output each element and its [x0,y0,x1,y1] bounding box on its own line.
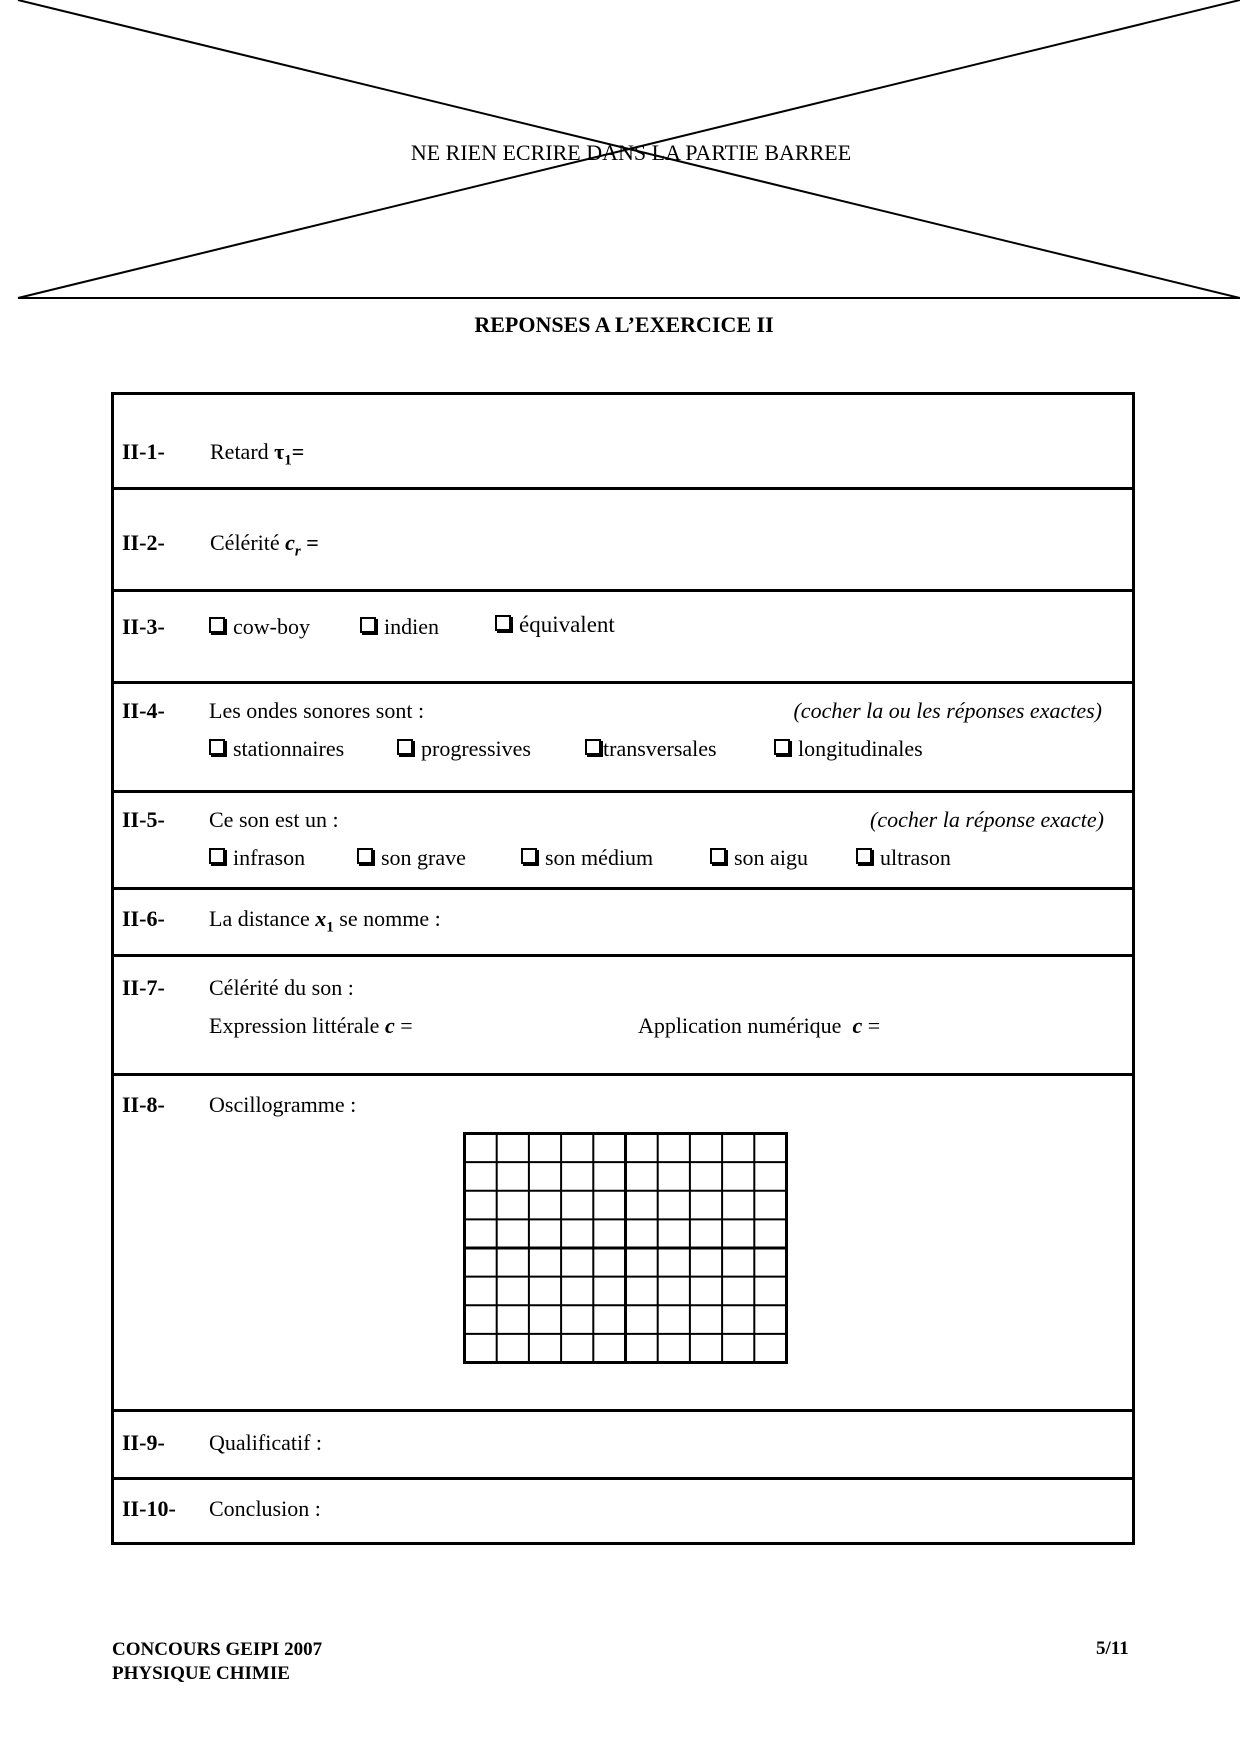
row-label: II-5- [122,807,165,832]
row-II-9[interactable] [114,1412,1132,1480]
checkbox-ultrason[interactable]: ultrason [856,845,951,871]
retard-label: Retard $\tau_1=$ [210,439,305,469]
footer-contest: CONCOURS GEIPI 2007 [112,1639,323,1660]
checkbox-progressives[interactable]: progressives [397,736,531,762]
checkbox-son-medium[interactable]: son médium [521,845,653,871]
row-II-10[interactable] [114,1480,1132,1542]
question-prompt: Ce son est un : [209,807,339,832]
celerite-label: Célérité $c_r$ = [210,530,319,560]
page-number: 5/11 [1096,1638,1129,1659]
row-II-5 [114,793,1132,890]
question-prompt: Célérité du son : [209,975,354,1000]
checkbox-indien[interactable]: indien [360,614,439,640]
question-prompt: Les ondes sonores sont : [209,698,425,723]
row-II-1[interactable] [114,395,1132,490]
row-label: II-10- [122,1496,176,1521]
row-label: II-3- [122,614,165,639]
footer-left [112,1638,322,1686]
answer-table [111,392,1135,1545]
row-II-6[interactable] [114,890,1132,957]
checkbox-son-grave[interactable]: son grave [357,845,466,871]
checkbox-longitudinales[interactable]: longitudinales [774,736,923,762]
footer-subject: PHYSIQUE CHIMIE [112,1663,290,1684]
checkbox-stationnaires[interactable]: stationnaires [209,736,344,762]
question-prompt: Qualificatif : [209,1430,323,1455]
checkbox-equivalent[interactable]: équivalent [495,612,615,638]
row-label: II-4- [122,698,165,723]
instruction-hint: (cocher la ou les réponses exactes) [793,698,1102,723]
distance-label: La distance $x_1$ se nomme : [209,906,441,936]
row-label: II-8- [122,1092,165,1117]
oscillogram-grid[interactable] [463,1132,788,1364]
row-II-4 [114,684,1132,793]
page-title: REPONSES A L’EXERCICE II [474,312,774,337]
row-II-8 [114,1076,1132,1412]
row-II-2[interactable] [114,490,1132,592]
checkbox-cow-boy[interactable]: cow-boy [209,614,310,640]
question-prompt: Conclusion : [209,1496,321,1521]
question-prompt: Oscillogramme : [209,1092,357,1117]
checkbox-transversales[interactable]: transversales [585,736,717,762]
row-label: II-1- [122,439,165,464]
checkbox-son-aigu[interactable]: son aigu [710,845,808,871]
row-label: II-6- [122,906,165,931]
application-numerique-label: Application numérique c = [638,1013,881,1038]
row-label: II-7- [122,975,165,1000]
expression-litterale-label: Expression littérale c = [209,1013,413,1038]
barred-notice: NE RIEN ECRIRE DANS LA PARTIE BARREE [410,140,852,165]
row-II-3 [114,592,1132,684]
row-label: II-2- [122,530,165,555]
checkbox-infrason[interactable]: infrason [209,845,305,871]
row-II-7[interactable] [114,957,1132,1076]
row-label: II-9- [122,1430,165,1455]
instruction-hint: (cocher la réponse exacte) [870,807,1104,832]
